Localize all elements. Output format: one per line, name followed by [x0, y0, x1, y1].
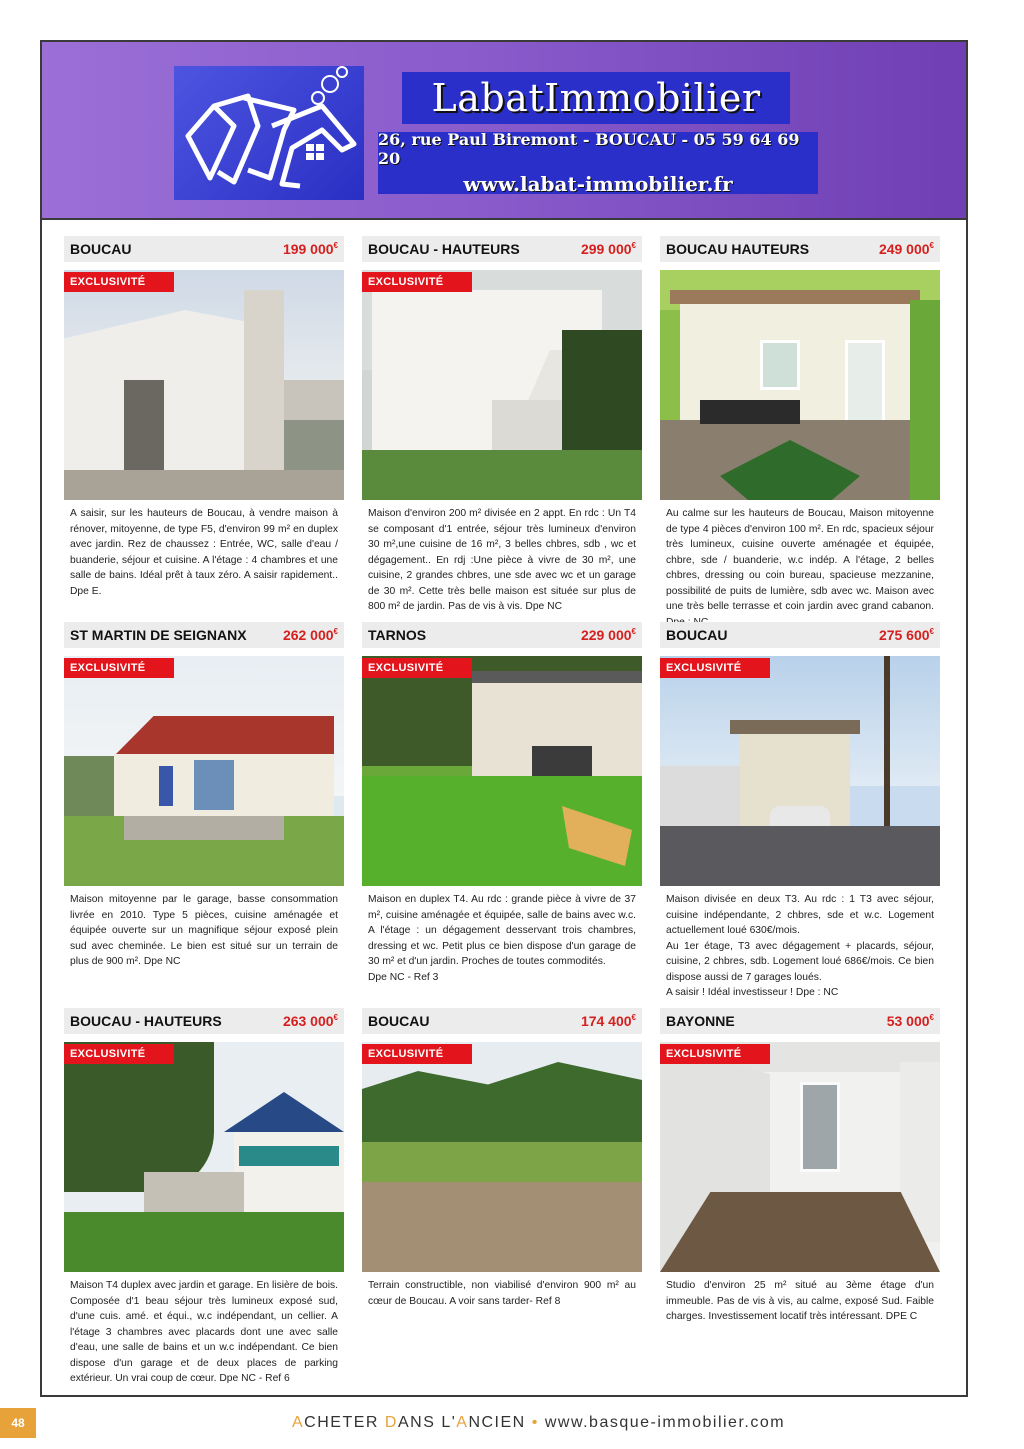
- agency-website[interactable]: www.labat-immobilier.fr: [463, 172, 733, 196]
- listing-header: [660, 622, 940, 648]
- listing-description: Maison en duplex T4. Au rdc : grande pièce à vivre de 37 m², cuisine aménagée et équipée, salle de bains avec w.c. A l'étage : un dégagement desservant trois chambres, dressing et wc. Petit plus ce bien dispose d'un garage de 30 m² et d'un jardin. Proches de toutes commodités. Dpe NC - Ref 3: [368, 894, 636, 983]
- agency-name: LabatImmobilier: [431, 76, 761, 120]
- listing-price: 275 600€: [878, 627, 934, 643]
- exclusivity-badge: EXCLUSIVITÉ: [64, 272, 174, 292]
- listing-price: 53 000€: [886, 1013, 934, 1029]
- listing-card[interactable]: [660, 622, 940, 1001]
- listing-card[interactable]: [362, 1008, 642, 1309]
- listing-header: [362, 1008, 642, 1034]
- listing-price: 249 000€: [878, 241, 934, 257]
- exclusivity-badge: EXCLUSIVITÉ: [362, 658, 472, 678]
- listing-photo[interactable]: [362, 1042, 642, 1272]
- listing-card[interactable]: [362, 236, 642, 615]
- listing-card[interactable]: [660, 1008, 940, 1325]
- listing-city: BOUCAU - HAUTEURS: [368, 241, 520, 257]
- footer-website[interactable]: www.basque-immobilier.com: [544, 1414, 786, 1431]
- listing-price: 299 000€: [580, 241, 636, 257]
- listing-price: 229 000€: [580, 627, 636, 643]
- listing-city: BOUCAU HAUTEURS: [666, 241, 810, 257]
- listing-city: BOUCAU: [368, 1013, 430, 1029]
- agency-contact-box: [378, 132, 818, 194]
- listing-photo[interactable]: [362, 270, 642, 500]
- listing-price: 174 400€: [580, 1013, 636, 1029]
- listing-photo[interactable]: [362, 656, 642, 886]
- listing-header: [660, 236, 940, 262]
- listing-photo[interactable]: [64, 270, 344, 500]
- listing-city: BOUCAU: [666, 627, 728, 643]
- exclusivity-badge: EXCLUSIVITÉ: [64, 1044, 174, 1064]
- exclusivity-badge: EXCLUSIVITÉ: [660, 658, 770, 678]
- agency-address: 26, rue Paul Biremont - BOUCAU - 05 59 64 69 20: [378, 130, 800, 168]
- listing-header: [64, 1008, 344, 1034]
- listing-header: [660, 1008, 940, 1034]
- listing-city: ST MARTIN DE SEIGNANX: [70, 627, 247, 643]
- exclusivity-badge: EXCLUSIVITÉ: [362, 272, 472, 292]
- listing-description: Maison d'environ 200 m² divisée en 2 appt. En rdc : Un T4 se composant d'1 entrée, séjour très lumineux d'environ 30 m²,une cuisine de 16 m², 3 belles chbres, sdb , wc et dégagement.. En rdj :Une pièce à vivre de 30 m², une cuisine, 2 grandes chbres, une sde avec wc et un garage de 30 m². Cette très belle maison est située sur plus de 800 m² de jardin. Pas de vis à vis. Dpe NC: [368, 508, 636, 612]
- listing-photo[interactable]: [64, 656, 344, 886]
- listing-price: 263 000€: [282, 1013, 338, 1029]
- listing-card[interactable]: [64, 236, 344, 599]
- listing-card[interactable]: [362, 622, 642, 985]
- exclusivity-badge: EXCLUSIVITÉ: [64, 658, 174, 678]
- listing-description: Terrain constructible, non viabilisé d'environ 900 m² au cœur de Boucau. A voir sans tarder- Ref 8: [368, 1280, 636, 1307]
- listing-description: Maison T4 duplex avec jardin et garage. En lisière de bois. Composée d'1 beau séjour très lumineux exposé sud, d'une cuis. amé. et équi., w.c indépendant, un cellier. A l'étage 3 chambres avec placards dont une avec salle d'eau, une salle de bains et un w.c indépendant. Ce bien dispose d'un garage et de deux places de parking extérieur. Un vrai coup de cœur. Dpe NC - Ref 6: [70, 1280, 338, 1384]
- agency-title-box: [402, 72, 790, 124]
- listing-city: BOUCAU - HAUTEURS: [70, 1013, 222, 1029]
- listing-description: Maison mitoyenne par le garage, basse consommation livrée en 2010. Type 5 pièces, cuisine aménagée et équipée ouverte sur un magnifique séjour exposé plein sud avec cheminée. Le bien est situé sur un terrain de plus de 900 m². Dpe NC: [70, 894, 338, 967]
- listing-card[interactable]: [64, 622, 344, 970]
- listing-header: [64, 236, 344, 262]
- listing-price: 262 000€: [282, 627, 338, 643]
- listing-city: BAYONNE: [666, 1013, 735, 1029]
- listing-card[interactable]: [64, 1008, 344, 1387]
- page-number: 48: [0, 1408, 36, 1438]
- listing-photo[interactable]: [660, 1042, 940, 1272]
- listing-description: Au calme sur les hauteurs de Boucau, Maison mitoyenne de type 4 pièces d'environ 100 m². En rdc, spacieux séjour très lumineux, cuisine ouverte aménagée et équipée, chbre, sde / buanderie, w.c indép. A l'étage, 2 belles chbres, dressing ou coin bureau, spacieuse mezzanine, possibilité de puits de lumière, sdb avec wc. Maison avec une très belle terrasse et coin jardin avec grand cabanon.: [666, 508, 934, 612]
- listing-header: [64, 622, 344, 648]
- agency-header: [42, 42, 966, 220]
- listing-description: Studio d'environ 25 m² situé au 3ème étage d'un immeuble. Pas de vis à vis, au calme, exposé Sud. Faible charges. Investissement locatif très intéressant. DPE C: [666, 1280, 934, 1322]
- listing-card[interactable]: [660, 236, 940, 630]
- exclusivity-badge: EXCLUSIVITÉ: [660, 1044, 770, 1064]
- page-footer: [0, 1408, 1024, 1438]
- exclusivity-badge: EXCLUSIVITÉ: [362, 1044, 472, 1064]
- listing-photo[interactable]: [64, 1042, 344, 1272]
- listing-header: [362, 622, 642, 648]
- listing-photo[interactable]: [660, 656, 940, 886]
- listing-city: BOUCAU: [70, 241, 132, 257]
- listing-city: TARNOS: [368, 627, 427, 643]
- footer-tagline: ACHETER DANS L'ANCIEN • www.basque-immobilier.com: [292, 1414, 786, 1431]
- listing-description: A saisir, sur les hauteurs de Boucau, à vendre maison à rénover, mitoyenne, de type F5, d'environ 99 m² en duplex avec jardin. Rez de chaussez : Entrée, WC, salle d'eau / buanderie, séjour et cuisine. A l'étage : 4 chambres et une salle de bains. Idéal prêt à taux zéro. A saisir rapidement.. Dpe E.: [70, 508, 338, 597]
- listing-description: Maison divisée en deux T3. Au rdc : 1 T3 avec séjour, cuisine indépendante, 2 chbres, sde et w.c. Logement actuellement loué 630€/mois. Au 1er étage, T3 avec dégagement + placards, séjour, cuisine, 2 chbres, sdb. Logement loué 686€/mois. Ce bien dispose aussi de 7 garages loués. A saisir ! Idéal investisseur ! Dpe : NC: [666, 894, 934, 998]
- listing-price: 199 000€: [282, 241, 338, 257]
- house-logo-icon: [174, 66, 364, 200]
- listing-photo[interactable]: [660, 270, 940, 500]
- listing-header: [362, 236, 642, 262]
